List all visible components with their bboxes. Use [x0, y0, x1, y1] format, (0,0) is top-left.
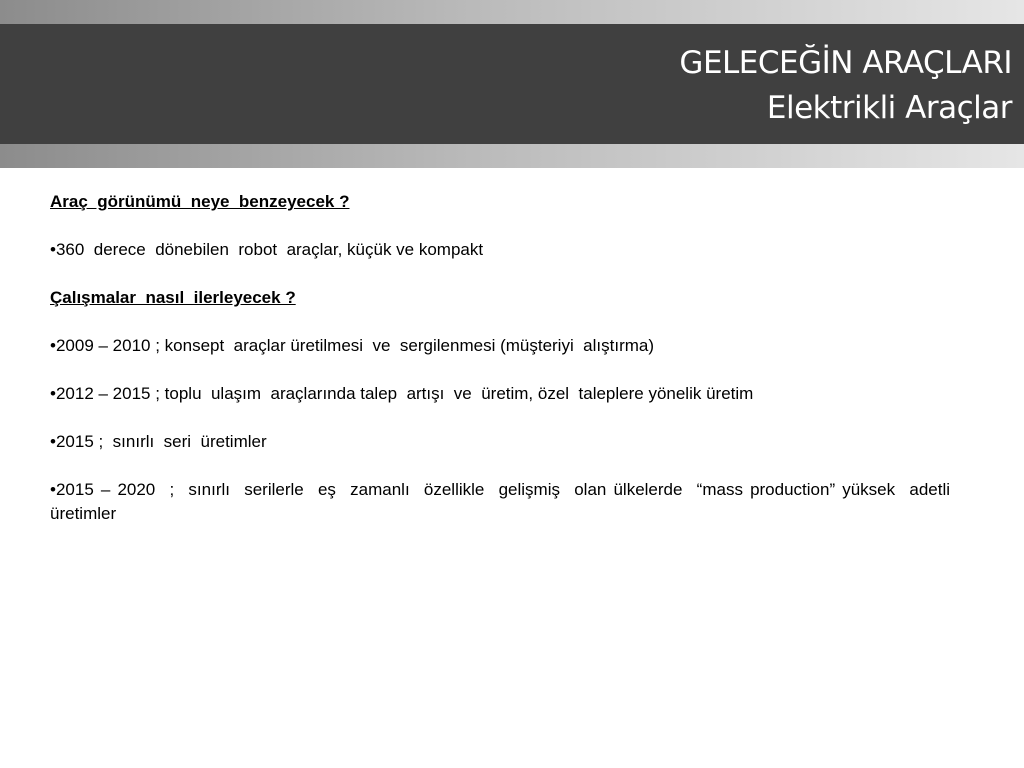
- title-header: [0, 24, 1024, 144]
- bullet-item: •2012 – 2015 ; toplu ulaşım araçlarında talep artışı ve üretim, özel taleplere yönelik üretim: [50, 384, 754, 403]
- section-heading-progress: Çalışmalar nasıl ilerleyecek ?: [50, 288, 296, 307]
- bullet-item: •2015 ; sınırlı seri üretimler: [50, 432, 267, 451]
- top-gradient-band: [0, 0, 1024, 24]
- slide-subtitle: Elektrikli Araçlar: [766, 90, 1012, 126]
- bullet-item: •2015 – 2020 ; sınırlı serilerle eş zamanlı özellikle gelişmiş olan ülkelerde “mass production” yüksek adetli üretimler: [50, 480, 960, 523]
- bullet-item: •2009 – 2010 ; konsept araçlar üretilmesi ve sergilenmesi (müşteriyi alıştırma): [50, 336, 655, 355]
- slide-body: [50, 190, 960, 550]
- bottom-gradient-band: [0, 144, 1024, 168]
- slide-title: GELECEĞİN ARAÇLARI: [679, 45, 1012, 81]
- bullet-item: •360 derece dönebilen robot araçlar, küçük ve kompakt: [50, 240, 484, 259]
- section-heading-appearance: Araç görünümü neye benzeyecek ?: [50, 192, 350, 211]
